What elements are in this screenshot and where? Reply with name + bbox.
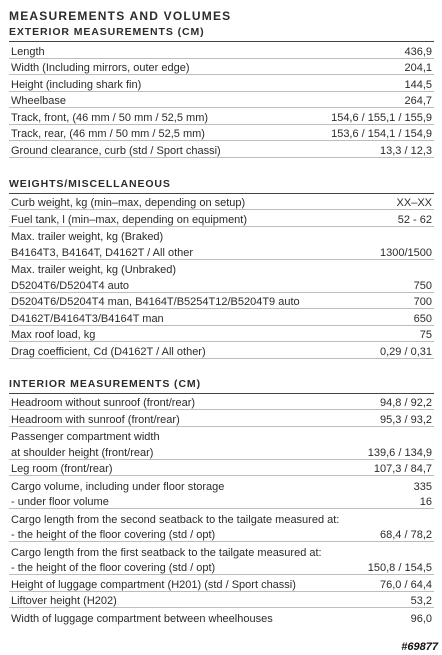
table-row	[9, 427, 434, 444]
row-value: 0,29 / 0,31	[380, 345, 432, 358]
table-row	[9, 59, 434, 76]
row-label: Height of luggage compartment (H201) (std / Sport chassi)	[11, 578, 296, 591]
row-value: 144,5	[404, 78, 432, 91]
row-value: 204,1	[404, 62, 432, 74]
table-row	[9, 243, 434, 260]
row-value: 94,8 / 92,2	[380, 397, 432, 409]
row-value: 95,3 / 93,2	[380, 413, 432, 426]
row-label: Width of luggage compartment between wheelhouses	[11, 612, 273, 625]
row-label: Track, front, (46 mm / 50 mm / 52,5 mm)	[11, 111, 209, 124]
spec-table	[9, 41, 434, 158]
spec-table	[9, 193, 434, 359]
table-row	[9, 326, 434, 343]
row-value: 153,6 / 154,1 / 154,9	[331, 128, 432, 140]
table-row	[9, 575, 434, 592]
row-label: Track, rear, (46 mm / 50 mm / 52,5 mm)	[11, 128, 205, 140]
row-value: 76,0 / 64,4	[380, 578, 432, 591]
table-row	[9, 108, 434, 125]
row-label: Headroom with sunroof (front/rear)	[11, 413, 180, 426]
row-value: 154,6 / 155,1 / 155,9	[331, 111, 432, 124]
table-row	[9, 342, 434, 359]
table-row	[9, 460, 434, 477]
section-title: INTERIOR MEASUREMENTS (CM)	[9, 377, 201, 390]
table-row	[9, 608, 434, 625]
row-label: B4164T3, B4164T, D4162T / All other	[11, 246, 194, 259]
table-row	[9, 293, 434, 310]
row-value: 52 - 62	[397, 213, 432, 226]
row-label: Headroom without sunroof (front/rear)	[11, 397, 196, 409]
row-value: 107,3 / 84,7	[373, 463, 432, 475]
table-row	[9, 194, 434, 211]
sections-container	[9, 26, 434, 625]
table-row	[9, 443, 434, 460]
row-value: 1300/1500	[380, 246, 432, 259]
row-label: Passenger compartment width	[11, 431, 160, 443]
section-spacer	[9, 359, 434, 378]
row-value: 53,2	[410, 595, 432, 607]
row-label: Height (including shark fin)	[11, 78, 142, 91]
table-row	[9, 42, 434, 59]
table-row	[9, 592, 434, 609]
table-row	[9, 260, 434, 277]
row-label: D5204T6/D5204T4 man, B4164T/B5254T12/B5204T9 auto	[11, 296, 300, 308]
table-row	[9, 476, 434, 493]
row-value: 650	[413, 312, 432, 325]
row-value: 750	[413, 279, 432, 292]
table-row	[9, 526, 434, 543]
row-label: Cargo length from the second seatback to the tailgate measured at:	[11, 513, 340, 526]
spec-table	[9, 393, 434, 625]
table-row	[9, 141, 434, 158]
row-label: - the height of the floor covering (std / opt)	[11, 529, 216, 541]
table-row	[9, 210, 434, 227]
section-spacer	[9, 158, 434, 178]
row-label: Length	[11, 45, 45, 58]
row-value: 139,6 / 134,9	[367, 446, 432, 459]
row-value: 16	[419, 496, 432, 508]
row-label: Liftover height (H202)	[11, 595, 117, 607]
row-value: 150,8 / 154,5	[367, 562, 432, 574]
row-value: 75	[419, 329, 432, 341]
row-label: Cargo volume, including under floor storage	[11, 480, 225, 493]
table-row	[9, 542, 434, 559]
table-row	[9, 493, 434, 510]
row-label: Curb weight, kg (min–max, depending on setup)	[11, 197, 246, 209]
row-value: 264,7	[404, 95, 432, 107]
watermark-id: #69877	[401, 641, 438, 653]
row-label: Ground clearance, curb (std / Sport chassi)	[11, 144, 221, 157]
row-label: Max roof load, kg	[11, 329, 96, 341]
table-row	[9, 410, 434, 427]
section-title: WEIGHTS/MISCELLANEOUS	[9, 177, 171, 190]
table-row	[9, 394, 434, 411]
row-label: - under floor volume	[11, 496, 109, 508]
row-value: XX–XX	[396, 197, 432, 209]
table-row	[9, 125, 434, 142]
row-value: 13,3 / 12,3	[380, 144, 432, 157]
row-value: 436,9	[404, 45, 432, 58]
measurements-page	[9, 9, 434, 625]
table-row	[9, 276, 434, 293]
row-value: 68,4 / 78,2	[380, 529, 432, 541]
table-row	[9, 75, 434, 92]
section-title: EXTERIOR MEASUREMENTS (CM)	[9, 26, 205, 38]
row-label: Cargo length from the first seatback to the tailgate measured at:	[11, 546, 322, 559]
page-title: MEASUREMENTS AND VOLUMES	[9, 9, 232, 23]
row-label: at shoulder height (front/rear)	[11, 446, 154, 459]
row-label: Wheelbase	[11, 95, 67, 107]
row-label: Drag coefficient, Cd (D4162T / All other)	[11, 345, 206, 358]
table-row	[9, 309, 434, 326]
row-label: D5204T6/D5204T4 auto	[11, 279, 130, 292]
row-label: D4162T/B4164T3/B4164T man	[11, 312, 164, 325]
row-label: Max. trailer weight, kg (Braked)	[11, 231, 164, 243]
row-label: - the height of the floor covering (std / opt)	[11, 562, 216, 574]
table-row	[9, 509, 434, 526]
row-value: 335	[413, 480, 432, 493]
row-label: Width (Including mirrors, outer edge)	[11, 62, 190, 74]
row-label: Leg room (front/rear)	[11, 463, 113, 475]
row-label: Fuel tank, l (min–max, depending on equipment)	[11, 213, 248, 226]
row-value: 96,0	[410, 612, 432, 625]
table-row	[9, 92, 434, 109]
table-row	[9, 559, 434, 576]
row-label: Max. trailer weight, kg (Unbraked)	[11, 264, 177, 276]
table-row	[9, 227, 434, 244]
row-value: 700	[413, 296, 432, 308]
